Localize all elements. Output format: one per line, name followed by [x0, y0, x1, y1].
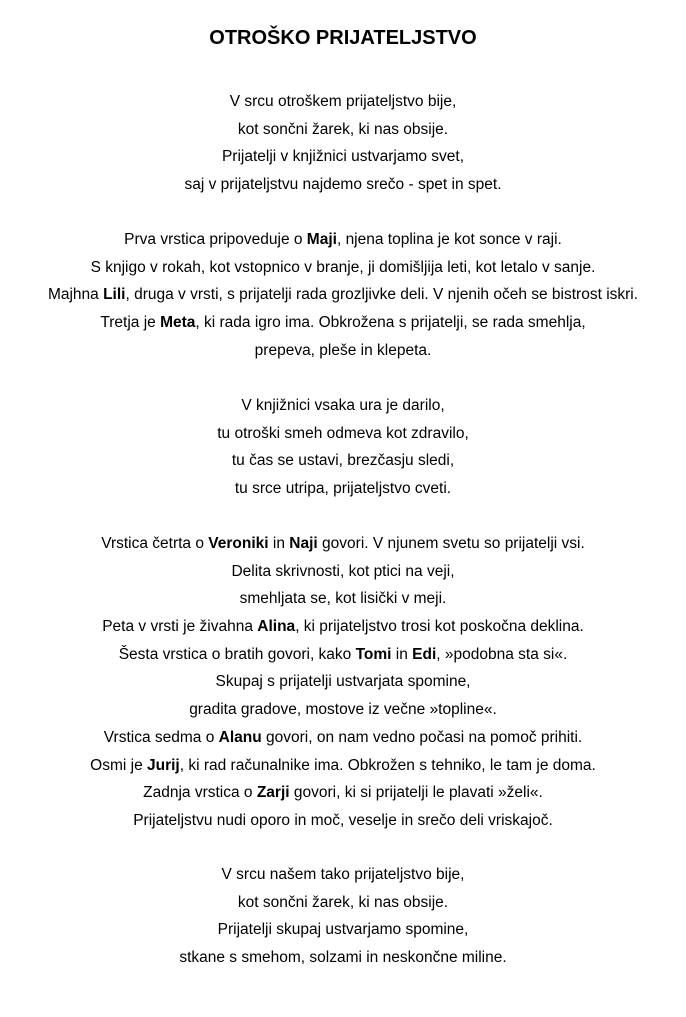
poem-line: gradita gradove, mostove iz večne »topline«. [189, 701, 497, 719]
poem-line: prepeva, pleše in klepeta. [254, 341, 432, 359]
poem-line: tu srce utripa, prijateljstvo cveti. [234, 480, 452, 498]
stanza-1 [0, 88, 686, 199]
stanza-3 [0, 392, 686, 503]
poem-line: Prijateljstvu nudi oporo in moč, veselje in srečo deli vriskajoč. [133, 811, 553, 829]
name-maji: Maji [306, 231, 337, 248]
stanza-4 [0, 530, 686, 835]
poem-line: stkane s smehom, solzami in neskončne miline. [179, 949, 507, 967]
poem-line: smehljata se, kot lisički v meji. [239, 590, 447, 608]
name-naji: Naji [289, 535, 318, 552]
poem-line: Prijatelji v knjižnici ustvarjamo svet, [221, 148, 465, 166]
name-lili: Lili [103, 286, 126, 304]
poem-line: tu otroški smeh odmeva kot zdravilo, [217, 424, 469, 442]
name-alina: Alina [257, 618, 296, 636]
poem-line: Delita skrivnosti, kot ptici na veji, [231, 562, 455, 580]
name-jurij: Jurij [147, 756, 180, 774]
poem-line: Prijatelji skupaj ustvarjamo spomine, [217, 921, 469, 939]
poem-line: Majhna Lili, druga v vrsti, s prijatelji rada grozljivke deli. V njenih očeh se bistrost iskri. [47, 286, 639, 304]
poem-line: S knjigo v rokah, kot vstopnico v branje, ji domišljija leti, kot letalo v sanje. [90, 258, 596, 276]
name-edi: Edi [412, 645, 437, 663]
poem-line: saj v prijateljstvu najdemo srečo - spet in spet. [184, 176, 502, 194]
stanza-5 [0, 861, 686, 972]
name-zarji: Zarji [256, 784, 290, 802]
poem-line: Prva vrstica pripoveduje o Maji, njena toplina je kot sonce v raji. [124, 231, 562, 248]
poem-line: V srcu otroškem prijateljstvo bije, [229, 93, 457, 110]
poem-line: Osmi je Jurij, ki rad računalnike ima. Obkrožen s tehniko, le tam je doma. [90, 756, 596, 774]
poem-line: kot sončni žarek, ki nas obsije. [237, 893, 449, 911]
name-meta: Meta [160, 314, 196, 332]
poem-line: Vrstica sedma o Alanu govori, on nam vedno počasi na pomoč prihiti. [103, 728, 583, 746]
poem-line: V srcu našem tako prijateljstvo bije, [221, 866, 465, 883]
poem-line: tu čas se ustavi, brezčasju sledi, [231, 452, 455, 470]
poem-line: Peta v vrsti je živahna Alina, ki prijateljstvo trosi kot poskočna deklina. [102, 618, 584, 636]
name-veroniki: Veroniki [208, 535, 269, 552]
poem-line: Skupaj s prijatelji ustvarjata spomine, [215, 673, 471, 691]
poem-line: kot sončni žarek, ki nas obsije. [237, 120, 449, 138]
poem-line: Zadnja vrstica o Zarji govori, ki si prijatelji le plavati »želi«. [143, 784, 543, 802]
poem-line: Vrstica četrta o Veroniki in Naji govori. V njunem svetu so prijatelji vsi. [101, 535, 585, 552]
poem-line: V knjižnici vsaka ura je darilo, [241, 397, 445, 414]
stanza-2 [0, 226, 686, 364]
poem-title: OTROŠKO PRIJATELJSTVO [209, 27, 477, 49]
poem-line: Tretja je Meta, ki rada igro ima. Obkrožena s prijatelji, se rada smehlja, [100, 314, 586, 332]
poem-line: Šesta vrstica o bratih govori, kako Tomi in Edi, »podobna sta si«. [118, 645, 568, 663]
name-alanu: Alanu [218, 728, 262, 746]
name-tomi: Tomi [355, 645, 392, 663]
